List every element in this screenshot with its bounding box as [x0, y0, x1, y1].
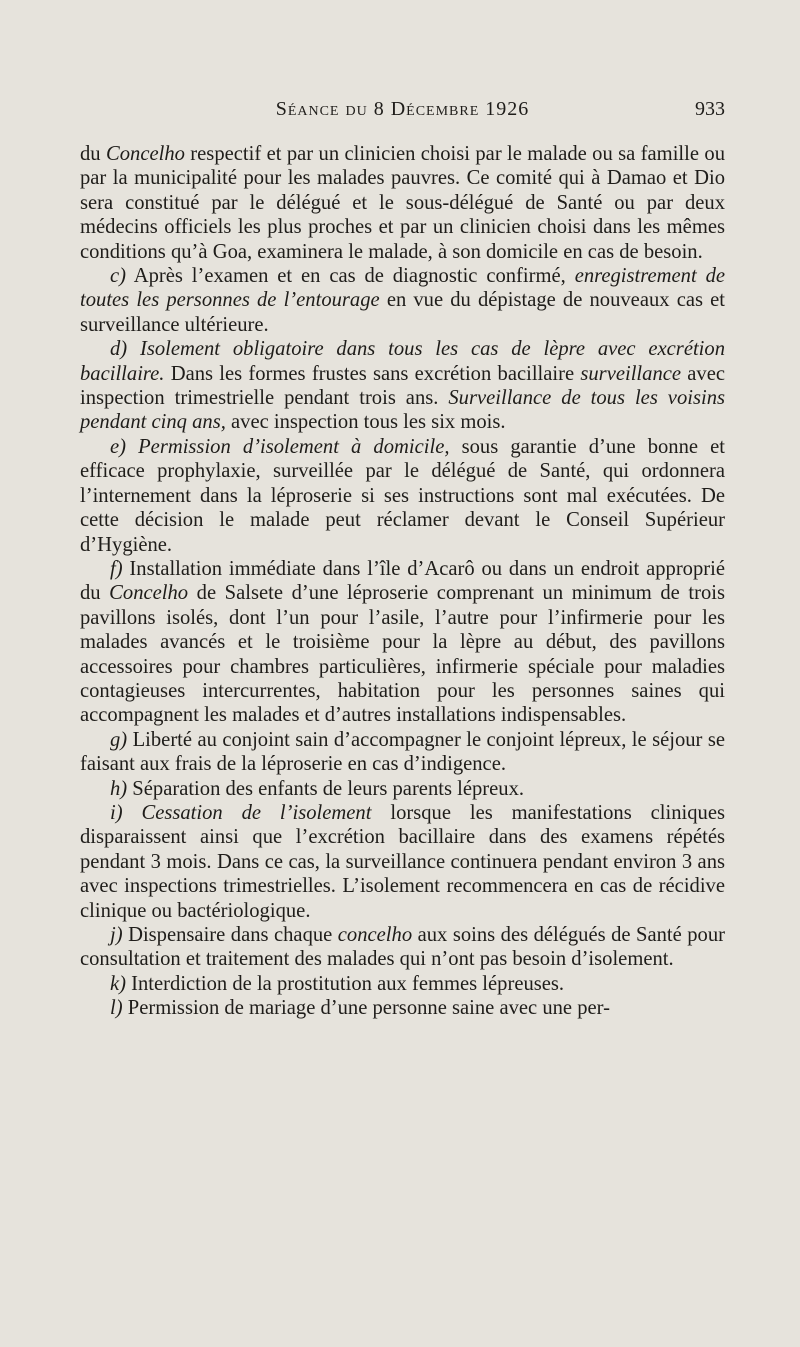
- paragraph: [80, 923, 725, 972]
- text-run: en vue du dépistage de nouveaux cas et surveillance ultérieure.: [80, 289, 725, 336]
- italic-text: c): [110, 265, 126, 288]
- text-run: avec inspection tous les six mois.: [225, 411, 506, 434]
- italic-text: j): [110, 924, 123, 946]
- italic-text: Concelho: [109, 582, 189, 605]
- text-run: Liberté au conjoint sain d’accompagner le conjoint lépreux, le séjour se faisant aux frais de la léproserie en cas d’indigence.: [80, 728, 725, 776]
- paragraph: [80, 996, 725, 1020]
- italic-text: l): [110, 997, 123, 1020]
- paragraph: [80, 435, 725, 557]
- paragraph: [80, 264, 725, 337]
- text-run: Permission de mariage d’une personne saine avec une per-: [122, 997, 610, 1020]
- text-run: Interdiction de la prostitution aux femmes lépreuses.: [126, 972, 565, 995]
- text-run: avec inspection trimestrielle pendant trois ans.: [80, 362, 725, 410]
- italic-text: d) Isolement obligatoire dans tous les cas de lèpre avec excrétion bacillaire.: [80, 338, 725, 385]
- italic-text: f): [110, 557, 123, 580]
- text-run: sous garantie d’une bonne et efficace prophylaxie, surveillée par le délégué de Santé, qui ordonnera l’internement dans la léproserie si ses instructions sont mal exécutées. De cette décision le malade peut réclamer devant le Conseil Supérieur d’Hygiène.: [80, 435, 725, 556]
- paragraph: [80, 557, 725, 728]
- text-run: de Salsete d’une léproserie comprenant un minimum de trois pavillons isolés, dont l’un pour l’asile, l’autre pour l’infirmerie pour les malades avancés et le troisième pour la lèpre au début, des pavillons accessoires pour chambres particulières, infirmerie spéciale pour maladies contagieuses intercurrentes, habitation pour les personnes saines qui accompagnent les malades et d’autres installations indispensables.: [80, 582, 725, 727]
- italic-text: g): [110, 728, 128, 751]
- paragraph: [80, 337, 725, 435]
- italic-text: i) Cessation de l’isolement: [110, 801, 372, 824]
- text-run: Séparation des enfants de leurs parents lépreux.: [127, 777, 525, 800]
- text-run: respectif et par un clinicien choisi par le malade ou sa famille ou par la municipalité pour les malades pauvres. Ce comité qui à Damao et Dio sera constitué par le délégué et le sous-délégué de Santé ou par deux médecins officiels les plus proches et par un clinicien choisi dans les mêmes conditions qu’à Goa, examinera le malade, à son domicile en cas de besoin.: [80, 143, 725, 263]
- paragraph: [80, 728, 725, 777]
- page-header: [80, 98, 725, 128]
- paragraph: [80, 142, 725, 264]
- text-run: Dans les formes frustes sans excrétion bacillaire: [164, 362, 581, 385]
- text-run: Après l’examen et en cas de diagnostic confirmé,: [126, 265, 575, 288]
- page-number: 933: [695, 98, 725, 120]
- text-run: Installation immédiate dans l’île d’Acarô ou dans un endroit approprié du: [80, 557, 725, 605]
- italic-text: Concelho: [105, 143, 185, 165]
- text-run: du: [80, 143, 106, 165]
- paragraph: [80, 972, 725, 996]
- text-run: lorsque les manifestations cliniques disparaissent ainsi que l’excrétion bacillaire dans des examens répétés pendant 3 mois. Dans ce cas, la surveillance continuera pendant environ 3 ans avec inspections trimestrielles. L’isolement recommencera en cas de récidive clinique ou bactériologique.: [80, 801, 725, 922]
- paragraph: [80, 777, 725, 801]
- running-title: Séance du 8 Décembre 1926: [275, 98, 530, 120]
- paragraph: [80, 801, 725, 923]
- italic-text: concelho: [337, 924, 413, 946]
- text-run: aux soins des délégués de Santé pour consultation et traitement des malades qui n’ont pas besoin d’isolement.: [80, 924, 726, 971]
- italic-text: enregistrement de toutes les personnes de l’entourage: [80, 265, 726, 312]
- text-run: Dispensaire dans chaque: [122, 924, 338, 946]
- italic-text: k): [110, 972, 126, 995]
- italic-text: surveillance: [580, 362, 682, 385]
- italic-text: h): [110, 777, 128, 800]
- italic-text: e) Permission d’isolement à domicile,: [110, 435, 450, 458]
- italic-text: Surveillance de tous les voisins pendant cinq ans,: [80, 387, 726, 434]
- body-text: [80, 142, 725, 1021]
